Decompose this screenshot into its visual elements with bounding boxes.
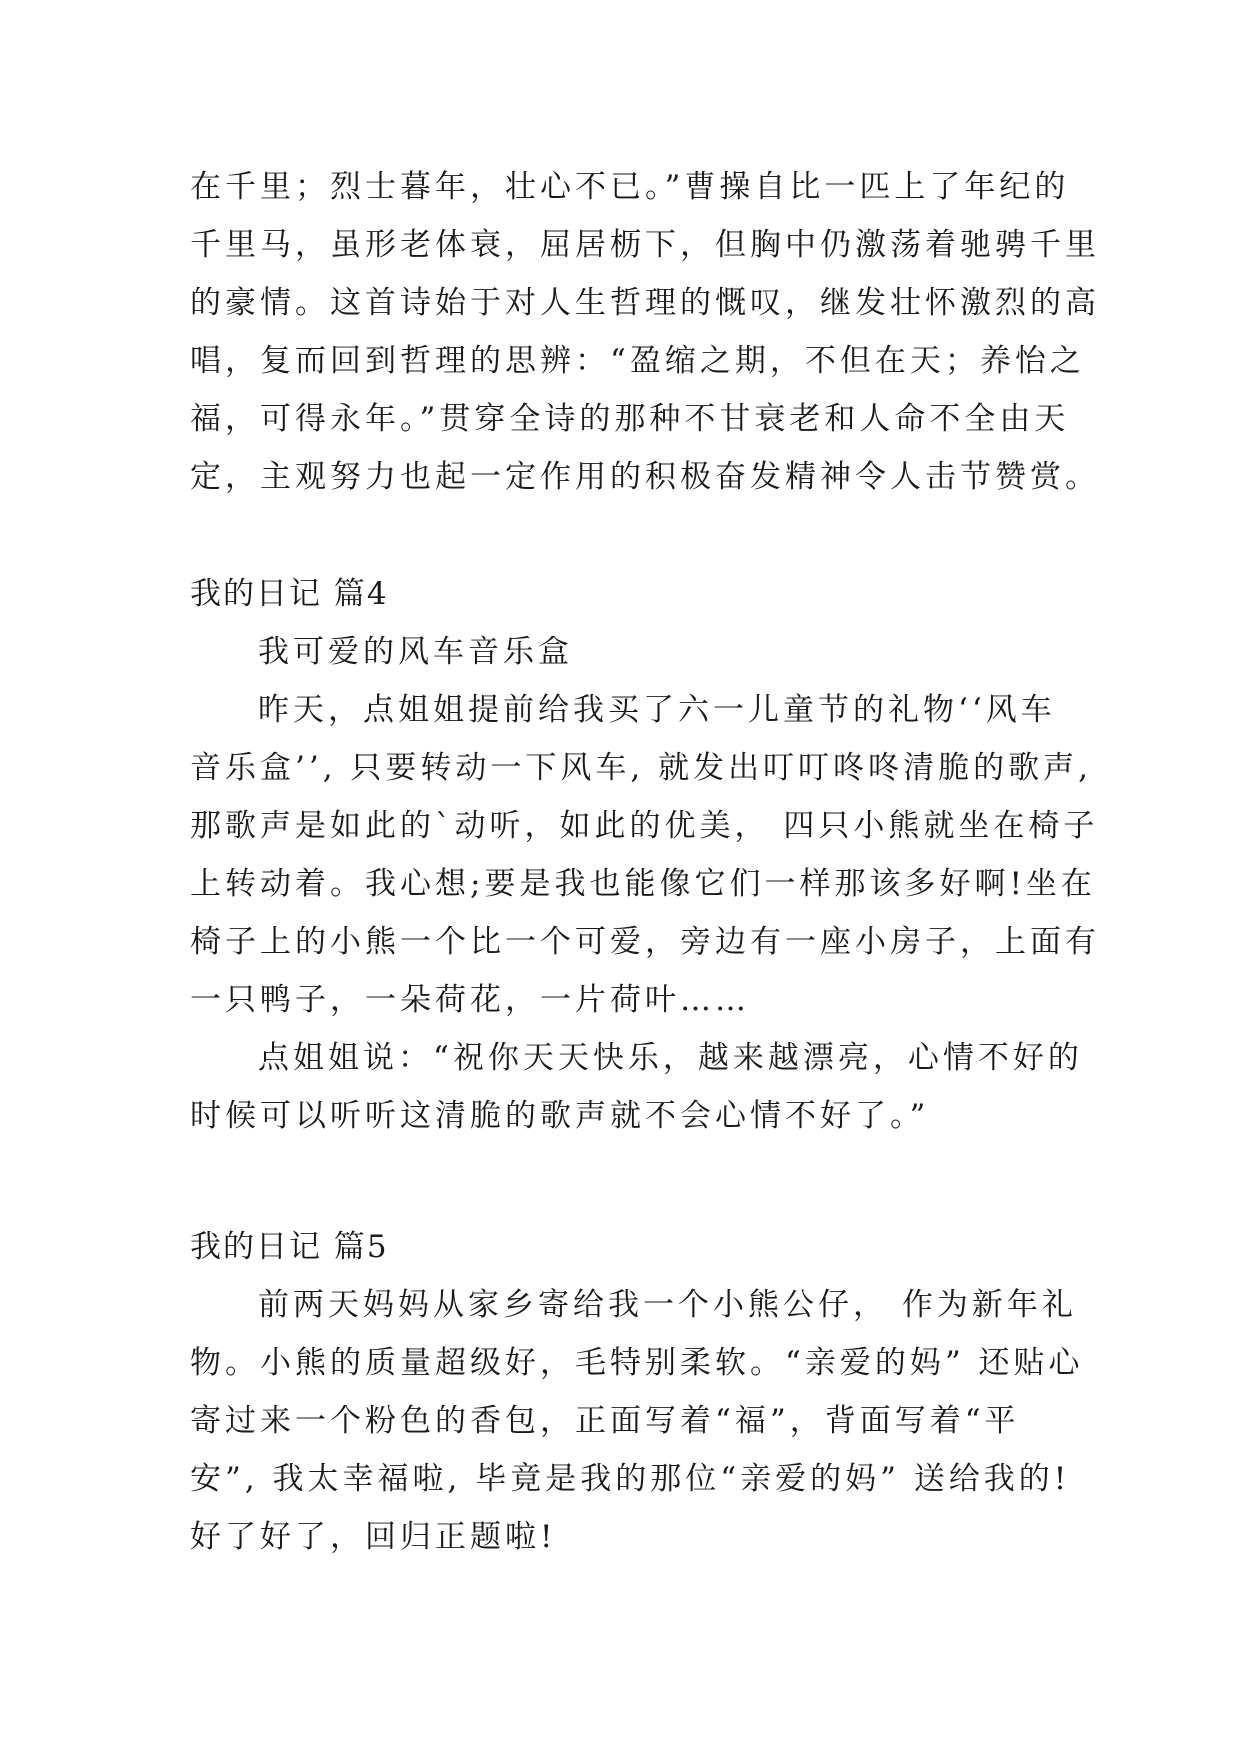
paragraph-line: 那歌声是如此的`动听，如此的优美， 四只小熊就坐在椅子 bbox=[190, 808, 1099, 844]
paragraph-line: 前两天妈妈从家乡寄给我一个小熊公仔， 作为新年礼 bbox=[258, 1287, 1077, 1323]
paragraph-line: 寄过来一个粉色的香包，正面写着“福”，背面写着“平 bbox=[190, 1403, 1020, 1439]
paragraph-line: 安”, 我太幸福啦, 毕竟是我的那位“亲爱的妈” 送给我的! bbox=[190, 1461, 1071, 1497]
paragraph-line: 定，主观努力也起一定作用的积极奋发精神令人击节赞赏。 bbox=[190, 459, 1100, 495]
paragraph-line: 椅子上的小熊一个比一个可爱，旁边有一座小房子，上面有 bbox=[190, 924, 1100, 960]
paragraph-line: 在千里；烈士暮年，壮心不已。”曹操自比一匹上了年纪的 bbox=[190, 169, 1070, 205]
paragraph-line: 福，可得永年。”贯穿全诗的那种不甘衰老和人命不全由天 bbox=[190, 401, 1070, 437]
paragraph-line: 昨天，点姐姐提前给我买了六一儿童节的礼物‘‘风车 bbox=[258, 692, 1056, 728]
paragraph-line: 千里马，虽形老体衰，屈居枥下，但胸中仍激荡着驰骋千里 bbox=[190, 227, 1100, 263]
intro-paragraph bbox=[190, 158, 1100, 506]
diary-entry-4 bbox=[190, 565, 1100, 1145]
paragraph-line: 音乐盒’’, 只要转动一下风车, 就发出叮叮咚咚清脆的歌声, bbox=[190, 750, 1092, 786]
paragraph-line: 好了好了，回归正题啦! bbox=[190, 1519, 557, 1555]
paragraph-line: 一只鸭子，一朵荷花，一片荷叶…… bbox=[190, 982, 750, 1018]
paragraph-line: 的豪情。这首诗始于对人生哲理的慨叹，继发壮怀激烈的高 bbox=[190, 285, 1100, 321]
paragraph-line: 上转动着。我心想;要是我也能像它们一样那该多好啊!坐在 bbox=[190, 866, 1096, 902]
paragraph-line: 时候可以听听这清脆的歌声就不会心情不好了。” bbox=[190, 1098, 930, 1134]
paragraph-line: 点姐姐说：“祝你天天快乐，越来越漂亮，心情不好的 bbox=[258, 1040, 1083, 1076]
paragraph-line: 物。小熊的质量超级好，毛特别柔软。“亲爱的妈” 还贴心 bbox=[190, 1345, 1084, 1381]
entry-subtitle: 我可爱的风车音乐盒 bbox=[258, 634, 573, 670]
entry-heading: 我的日记 篇5 bbox=[190, 1229, 389, 1265]
diary-entry-5 bbox=[190, 1218, 1084, 1566]
entry-heading: 我的日记 篇4 bbox=[190, 576, 389, 612]
paragraph-line: 唱，复而回到哲理的思辨：“盈缩之期，不但在天；养怡之 bbox=[190, 343, 1085, 379]
